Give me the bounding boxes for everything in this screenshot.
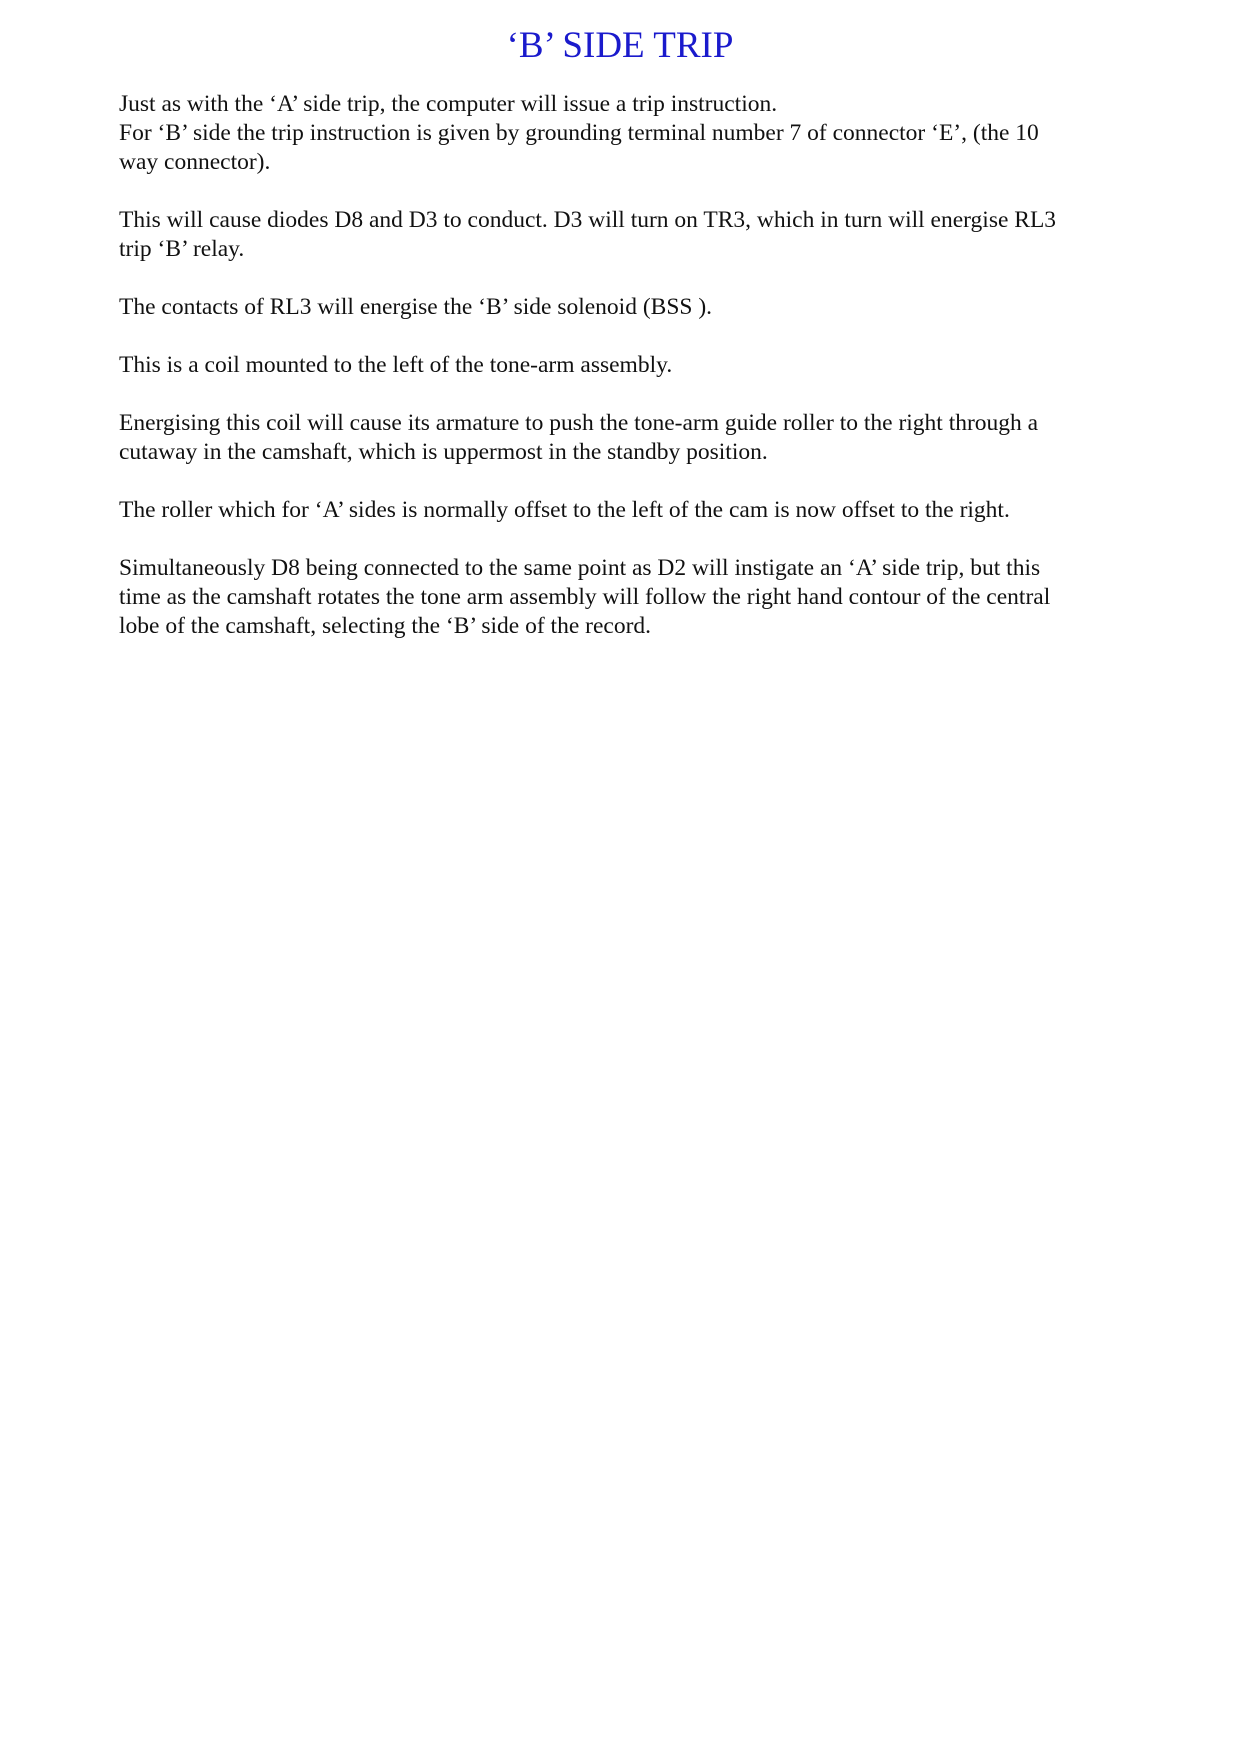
paragraph-2 bbox=[119, 206, 1129, 264]
paragraph-4 bbox=[119, 351, 1129, 380]
text-line: trip ‘B’ relay. bbox=[119, 236, 245, 262]
page-title: ‘B’ SIDE TRIP bbox=[506, 25, 734, 66]
text-line: way connector). bbox=[119, 149, 271, 175]
text-line: For ‘B’ side the trip instruction is given by grounding terminal number 7 of connector ‘E’, (the 10 bbox=[119, 120, 1039, 146]
paragraph-1 bbox=[119, 90, 1129, 177]
text-line: The contacts of RL3 will energise the ‘B’ side solenoid (BSS ). bbox=[119, 294, 713, 320]
document-body bbox=[119, 90, 1129, 670]
text-line: time as the camshaft rotates the tone arm assembly will follow the right hand contour of the central bbox=[119, 584, 1051, 610]
text-line: lobe of the camshaft, selecting the ‘B’ side of the record. bbox=[119, 613, 652, 639]
text-line: cutaway in the camshaft, which is uppermost in the standby position. bbox=[119, 439, 768, 465]
text-line: Just as with the ‘A’ side trip, the computer will issue a trip instruction. bbox=[119, 91, 778, 117]
paragraph-3 bbox=[119, 293, 1129, 322]
paragraph-5 bbox=[119, 409, 1129, 467]
text-line: Energising this coil will cause its armature to push the tone-arm guide roller to the right through a bbox=[119, 410, 1039, 436]
paragraph-7 bbox=[119, 554, 1129, 641]
text-line: This is a coil mounted to the left of the tone-arm assembly. bbox=[119, 352, 673, 378]
text-line: The roller which for ‘A’ sides is normally offset to the left of the cam is now offset to the right. bbox=[119, 497, 1010, 523]
paragraph-6 bbox=[119, 496, 1129, 525]
text-line: Simultaneously D8 being connected to the same point as D2 will instigate an ‘A’ side trip, but this bbox=[119, 555, 1041, 581]
text-line: This will cause diodes D8 and D3 to conduct. D3 will turn on TR3, which in turn will energise RL3 bbox=[119, 207, 1057, 233]
